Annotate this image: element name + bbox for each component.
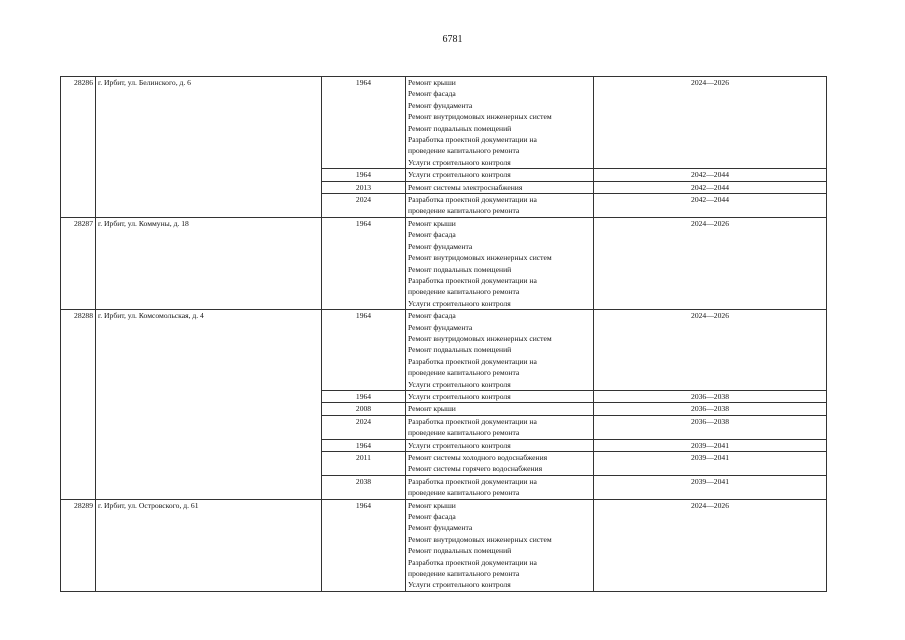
work-year: 2024 <box>322 194 406 218</box>
work-description <box>406 499 594 591</box>
work-line: Услуги строительного контроля <box>408 298 511 308</box>
work-description <box>406 77 594 169</box>
work-period: 2024—2026 <box>594 77 827 169</box>
work-period: 2036—2038 <box>594 403 827 415</box>
work-line: Разработка проектной документации на <box>408 476 537 486</box>
work-line: Ремонт внутридомовых инженерных систем <box>408 253 552 263</box>
work-period: 2039—2041 <box>594 439 827 451</box>
work-line: проведение капитального ремонта <box>408 146 520 156</box>
work-line: Ремонт фундамента <box>408 322 473 332</box>
work-description <box>406 439 594 451</box>
work-line: Ремонт крыши <box>408 78 456 87</box>
work-description <box>406 390 594 402</box>
work-line: Ремонт крыши <box>408 404 456 414</box>
work-line: Ремонт подвальных помещений <box>408 546 512 556</box>
work-period: 2042—2044 <box>594 181 827 193</box>
record-address: г. Ирбит, ул. Комсомольская, д. 4 <box>96 310 322 500</box>
work-line: Услуги строительного контроля <box>408 391 511 401</box>
work-year: 1964 <box>322 217 406 309</box>
work-period: 2042—2044 <box>594 169 827 181</box>
work-year: 1964 <box>322 439 406 451</box>
page-number: 6781 <box>442 34 463 45</box>
record-address: г. Ирбит, ул. Коммуны, д. 18 <box>96 217 322 309</box>
work-line: Ремонт фасада <box>408 512 456 522</box>
work-line: проведение капитального ремонта <box>408 428 520 438</box>
record-address: г. Ирбит, ул. Островского, д. 61 <box>96 499 322 591</box>
work-line: Ремонт фасада <box>408 230 456 240</box>
work-year: 1964 <box>322 499 406 591</box>
work-period: 2024—2026 <box>594 499 827 591</box>
work-period: 2024—2026 <box>594 310 827 391</box>
work-line: Ремонт внутридомовых инженерных систем <box>408 112 552 122</box>
record-number: 28287 <box>61 217 96 309</box>
work-line: Услуги строительного контроля <box>408 157 511 167</box>
work-description <box>406 194 594 218</box>
work-line: Услуги строительного контроля <box>408 440 511 450</box>
work-description <box>406 452 594 476</box>
work-line: Разработка проектной документации на <box>408 416 537 426</box>
work-line: Ремонт подвальных помещений <box>408 123 512 133</box>
work-description <box>406 169 594 181</box>
work-line: Ремонт фундамента <box>408 100 473 110</box>
work-year: 1964 <box>322 77 406 169</box>
work-year: 1964 <box>322 310 406 391</box>
work-period: 2039—2041 <box>594 475 827 499</box>
work-description <box>406 181 594 193</box>
work-year: 1964 <box>322 169 406 181</box>
work-line: Ремонт фундамента <box>408 523 473 533</box>
work-line: Разработка проектной документации на <box>408 356 537 366</box>
work-line: Ремонт внутридомовых инженерных систем <box>408 333 552 343</box>
work-line: Ремонт внутридомовых инженерных систем <box>408 534 552 544</box>
work-line: проведение капитального ремонта <box>408 569 520 579</box>
record-number: 28286 <box>61 77 96 218</box>
record-address: г. Ирбит, ул. Белинского, д. 6 <box>96 77 322 218</box>
work-line: Ремонт фундамента <box>408 241 473 251</box>
work-year: 2008 <box>322 403 406 415</box>
work-line: проведение капитального ремонта <box>408 206 520 216</box>
work-description <box>406 217 594 309</box>
work-year: 2011 <box>322 452 406 476</box>
table-row <box>61 77 827 169</box>
work-line: Ремонт подвальных помещений <box>408 345 512 355</box>
work-line: Ремонт системы горячего водоснабжения <box>408 464 543 474</box>
work-line: проведение капитального ремонта <box>408 287 520 297</box>
work-period: 2042—2044 <box>594 194 827 218</box>
repair-schedule-table <box>60 76 827 592</box>
work-year: 2038 <box>322 475 406 499</box>
work-line: Ремонт крыши <box>408 500 456 510</box>
table-row <box>61 499 827 591</box>
work-line: Ремонт фасада <box>408 89 456 99</box>
work-line: Разработка проектной документации на <box>408 275 537 285</box>
work-line: Ремонт системы электроснабжения <box>408 182 523 192</box>
work-description <box>406 475 594 499</box>
work-line: проведение капитального ремонта <box>408 368 520 378</box>
work-year: 2024 <box>322 415 406 439</box>
work-description <box>406 415 594 439</box>
work-line: проведение капитального ремонта <box>408 488 520 498</box>
work-description <box>406 310 594 391</box>
work-description <box>406 403 594 415</box>
table-row <box>61 217 827 309</box>
work-line: Ремонт фасада <box>408 311 456 321</box>
work-year: 2013 <box>322 181 406 193</box>
work-line: Услуги строительного контроля <box>408 170 511 180</box>
work-line: Услуги строительного контроля <box>408 379 511 389</box>
record-number: 28288 <box>61 310 96 500</box>
work-year: 1964 <box>322 390 406 402</box>
work-line: Разработка проектной документации на <box>408 135 537 145</box>
work-line: Ремонт крыши <box>408 218 456 228</box>
work-period: 2036—2038 <box>594 390 827 402</box>
work-line: Разработка проектной документации на <box>408 195 537 205</box>
work-period: 2036—2038 <box>594 415 827 439</box>
work-line: Услуги строительного контроля <box>408 580 511 590</box>
work-period: 2024—2026 <box>594 217 827 309</box>
record-number: 28289 <box>61 499 96 591</box>
table-row <box>61 310 827 391</box>
work-period: 2039—2041 <box>594 452 827 476</box>
work-line: Ремонт системы холодного водоснабжения <box>408 453 548 462</box>
work-line: Ремонт подвальных помещений <box>408 264 512 274</box>
work-line: Разработка проектной документации на <box>408 557 537 567</box>
table-body <box>61 77 827 592</box>
